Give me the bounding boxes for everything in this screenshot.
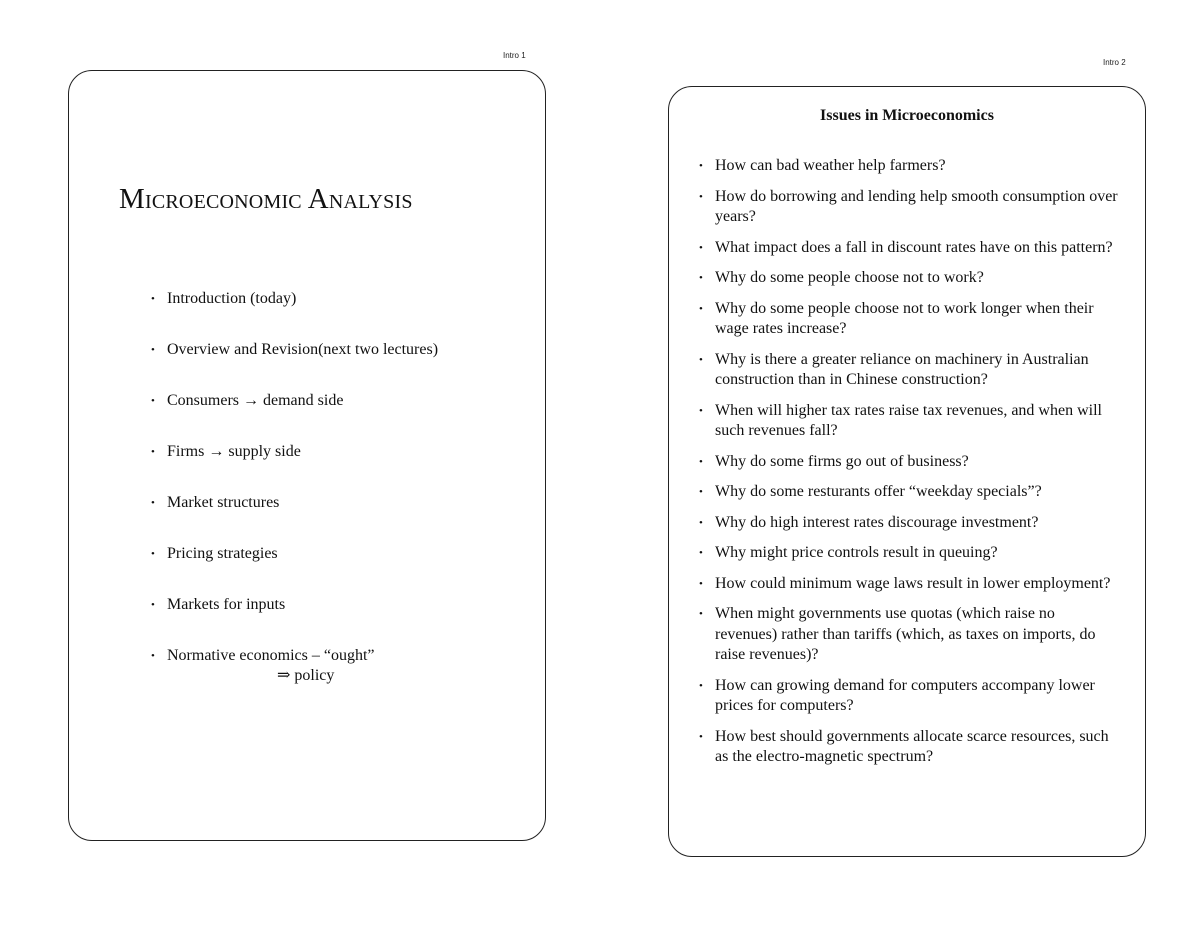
topic-item: • Firms → supply side xyxy=(151,442,531,493)
topic-item: • Introduction (today) xyxy=(151,289,531,340)
question-item: • Why do some resturants offer “weekday specials”? xyxy=(699,482,1119,503)
question-item: • How do borrowing and lending help smooth consumption over years? xyxy=(699,187,1119,228)
topic-continuation: ⇒ policy xyxy=(277,667,335,684)
topic-item: • Overview and Revision(next two lectures) xyxy=(151,340,531,391)
topic-item: • Consumers → demand side xyxy=(151,391,531,442)
question-item: • Why do some firms go out of business? xyxy=(699,452,1119,473)
question-item: • Why do high interest rates discourage investment? xyxy=(699,513,1119,534)
page-label-intro-2: Intro 2 xyxy=(1103,58,1126,67)
slide-title: Microeconomic Analysis xyxy=(119,183,413,215)
topic-item: • Markets for inputs xyxy=(151,595,531,646)
question-item: • Why do some people choose not to work longer when their wage rates increase? xyxy=(699,299,1119,340)
question-item: • When will higher tax rates raise tax revenues, and when will such revenues fall? xyxy=(699,401,1119,442)
page-label-intro-1: Intro 1 xyxy=(503,51,526,60)
topic-item: • Pricing strategies xyxy=(151,544,531,595)
slide-heading: Issues in Microeconomics xyxy=(820,107,994,124)
question-item: • How can bad weather help farmers? xyxy=(699,156,1119,177)
topic-list xyxy=(151,289,531,697)
question-item: • Why is there a greater reliance on machinery in Australian construction than in Chinese construction? xyxy=(699,350,1119,391)
topic-item: • Normative economics – “ought” ⇒ policy xyxy=(151,646,531,697)
question-list xyxy=(699,156,1119,778)
question-item: • Why do some people choose not to work? xyxy=(699,268,1119,289)
question-item: • How best should governments allocate scarce resources, such as the electro-magnetic spectrum? xyxy=(699,727,1119,768)
topic-item: • Market structures xyxy=(151,493,531,544)
slide-issues-in-microeconomics xyxy=(668,86,1146,857)
question-item: • How could minimum wage laws result in lower employment? xyxy=(699,574,1119,595)
slide-microeconomic-analysis xyxy=(68,70,546,841)
question-item: • What impact does a fall in discount rates have on this pattern? xyxy=(699,238,1119,259)
question-item: • Why might price controls result in queuing? xyxy=(699,543,1119,564)
question-item: • How can growing demand for computers accompany lower prices for computers? xyxy=(699,676,1119,717)
question-item: • When might governments use quotas (which raise no revenues) rather than tariffs (which, as taxes on imports, do raise revenues)? xyxy=(699,604,1119,666)
